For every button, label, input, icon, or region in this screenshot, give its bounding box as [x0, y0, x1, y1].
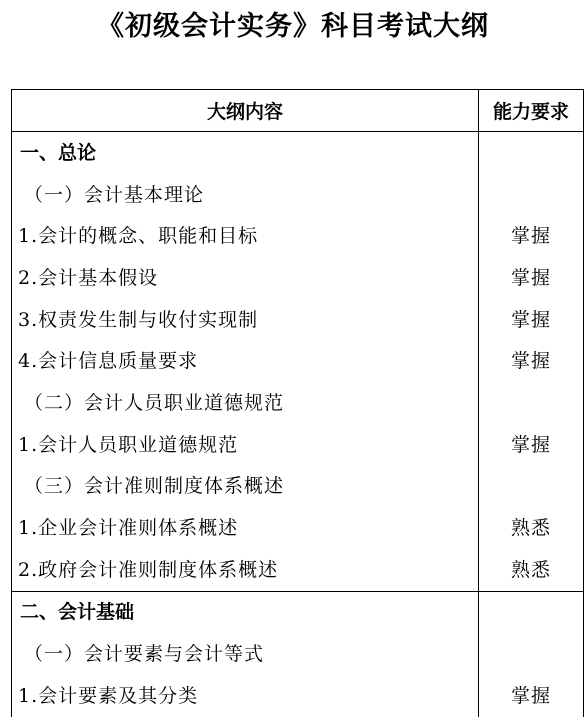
- table-row: [12, 174, 584, 216]
- ability-requirement: 掌握: [479, 215, 584, 257]
- outline-content: 1.企业会计准则体系概述: [12, 507, 479, 549]
- table-row: [12, 424, 584, 466]
- outline-content: （一）会计基本理论: [12, 174, 479, 216]
- ability-requirement: 熟悉: [479, 507, 584, 549]
- outline-content: 2.会计基本假设: [12, 257, 479, 299]
- outline-content: 1.会计要素及其分类: [12, 675, 479, 717]
- table-row: [12, 257, 584, 299]
- outline-content: 4.会计信息质量要求: [12, 340, 479, 382]
- table-row: [12, 340, 584, 382]
- ability-requirement: [479, 132, 584, 174]
- ability-requirement: [479, 174, 584, 216]
- table-row: [12, 215, 584, 257]
- ability-requirement: 掌握: [479, 257, 584, 299]
- ability-requirement: [479, 633, 584, 675]
- ability-requirement: [479, 466, 584, 508]
- outline-content: 2.政府会计准则制度体系概述: [12, 549, 479, 591]
- outline-content: （一）会计要素与会计等式: [12, 633, 479, 675]
- outline-content: （三）会计准则制度体系概述: [12, 466, 479, 508]
- ability-requirement: 掌握: [479, 424, 584, 466]
- table-row: [12, 675, 584, 717]
- table-row: [12, 299, 584, 341]
- outline-content: 二、会计基础: [12, 591, 479, 633]
- table-row: [12, 549, 584, 591]
- header-requirement: 能力要求: [479, 90, 584, 132]
- ability-requirement: 熟悉: [479, 549, 584, 591]
- table-row: [12, 132, 584, 174]
- ability-requirement: 掌握: [479, 340, 584, 382]
- table-row: [12, 633, 584, 675]
- ability-requirement: 掌握: [479, 299, 584, 341]
- document-title: 《初级会计实务》科目考试大纲: [97, 11, 489, 42]
- ability-requirement: [479, 382, 584, 424]
- outline-content: 3.权责发生制与收付实现制: [12, 299, 479, 341]
- table-row: [12, 466, 584, 508]
- table-row: [12, 382, 584, 424]
- outline-content: 1.会计人员职业道德规范: [12, 424, 479, 466]
- outline-content: 1.会计的概念、职能和目标: [12, 215, 479, 257]
- table-header-row: [12, 90, 584, 132]
- ability-requirement: 掌握: [479, 675, 584, 717]
- table-row: [12, 591, 584, 633]
- outline-content: 一、总论: [12, 132, 479, 174]
- outline-content: （二）会计人员职业道德规范: [12, 382, 479, 424]
- ability-requirement: [479, 591, 584, 633]
- table-row: [12, 507, 584, 549]
- header-content: 大纲内容: [12, 90, 479, 132]
- outline-table: [11, 89, 584, 717]
